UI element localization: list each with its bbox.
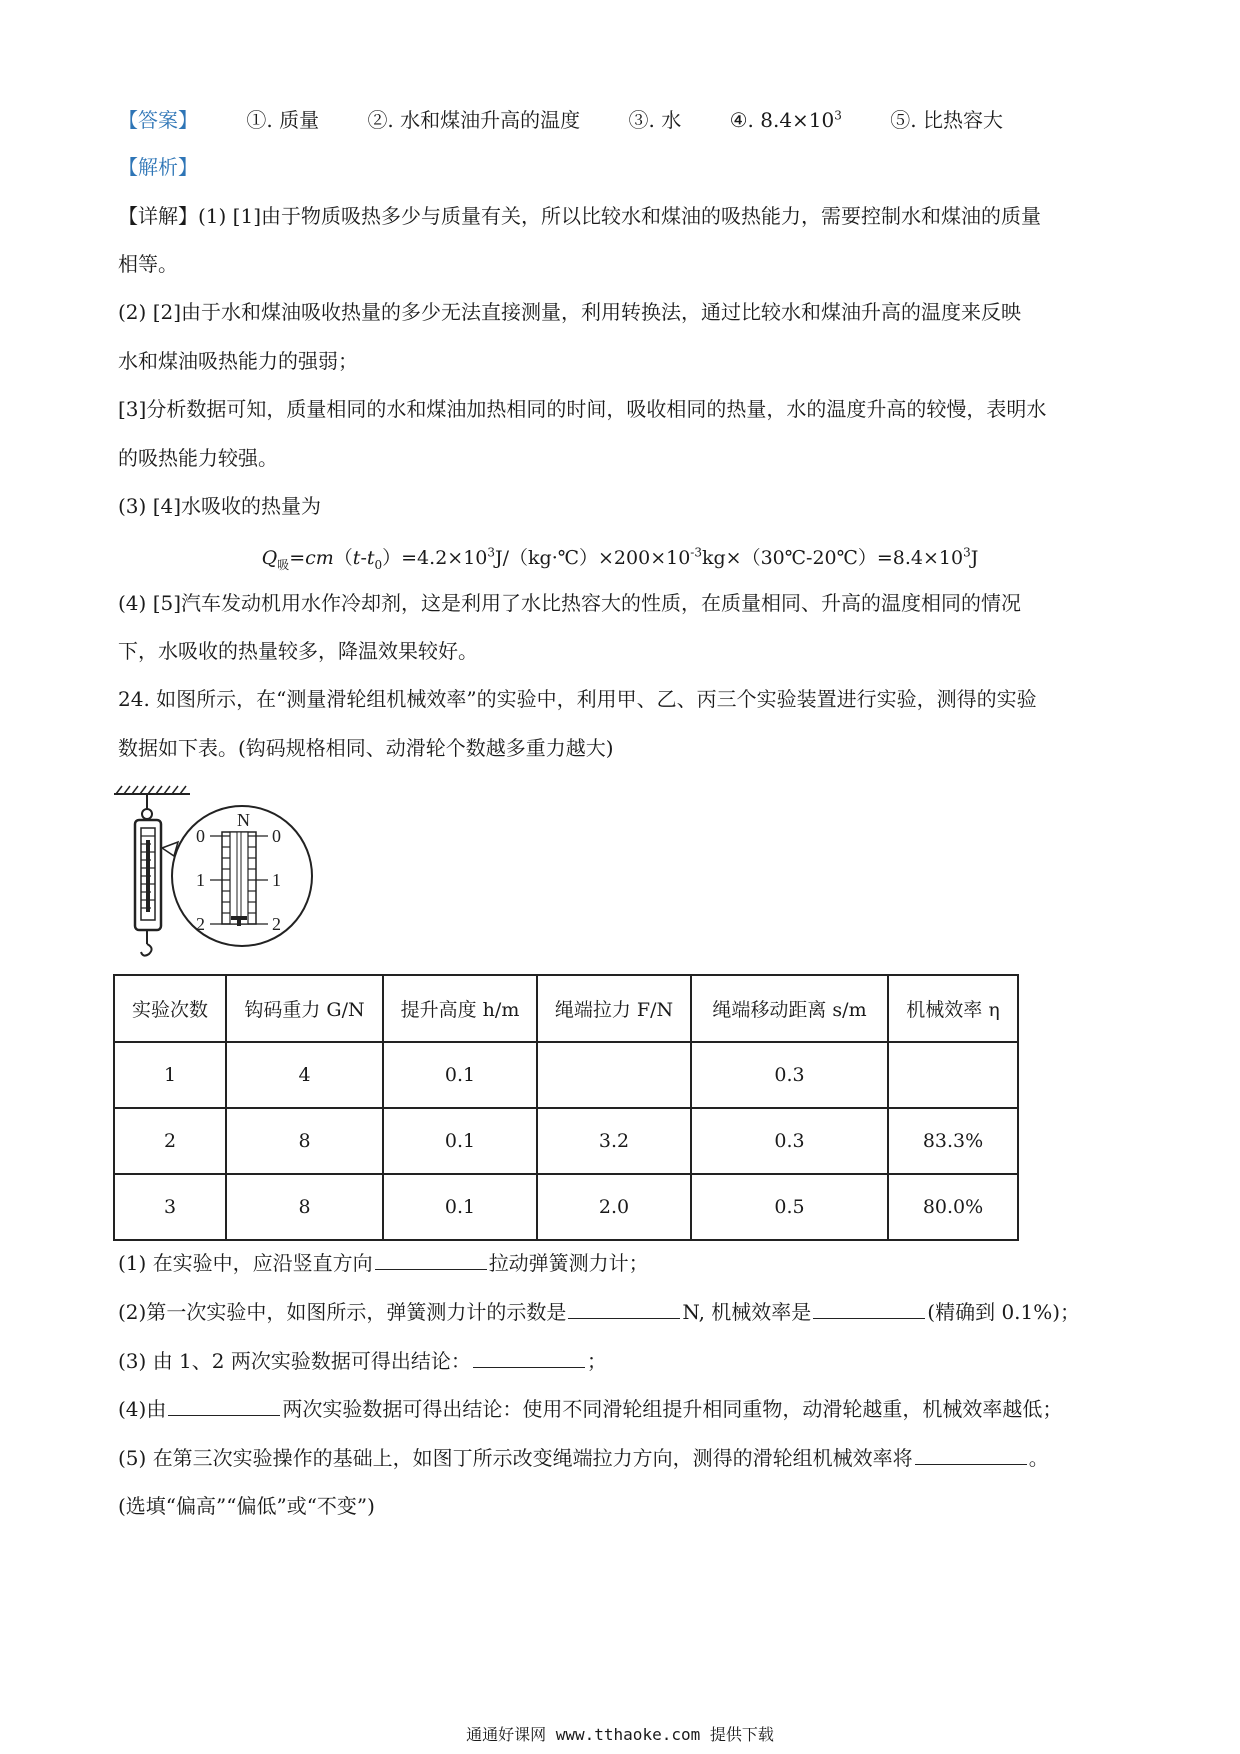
table-cell: 0.1 [383, 1108, 537, 1174]
table-header-cell: 提升高度 h/m [383, 975, 537, 1042]
detail-line-4: 水和煤油吸热能力的强弱； [118, 349, 358, 373]
spring-scale-figure [110, 784, 320, 969]
formula-sup-1: 3 [487, 545, 496, 560]
answer-blank-1[interactable] [375, 1249, 487, 1270]
footer-watermark: 通通好课网 www.tthaoke.com 提供下载 [466, 1725, 774, 1744]
figure-tick-right-1: 1 [272, 870, 281, 890]
table-header-cell: 机械效率 η [888, 975, 1018, 1042]
question-24-line-2: 数据如下表。(钩码规格相同、动滑轮个数越多重力越大) [118, 736, 614, 760]
detail-line-3: (2) [2]由于水和煤油吸收热量的多少无法直接测量，利用转换法，通过比较水和煤油升高的温度来反映 [118, 300, 1022, 324]
table-cell: 8 [226, 1174, 383, 1240]
analysis-tag: 【解析】 [118, 155, 198, 179]
detail-line-2: 相等。 [118, 252, 178, 276]
table-header-cell: 钩码重力 G/N [226, 975, 383, 1042]
formula-cm: cm [305, 547, 334, 569]
sub-question-2-text-b: N, 机械效率是 [682, 1300, 812, 1324]
sub-question-1-text-a: (1) 在实验中，应沿竖直方向 [118, 1251, 373, 1275]
table-header-cell: 实验次数 [114, 975, 226, 1042]
detail-line-1: 【详解】(1) [1]由于物质吸热多少与质量有关，所以比较水和煤油的吸热能力，需要控制水和煤油的质量 [118, 204, 1042, 228]
figure-unit-label: N [237, 810, 250, 830]
formula-sup-3: 3 [963, 545, 971, 560]
answer-tag: 【答案】 [118, 108, 198, 132]
sub-question-2-text-c: (精确到 0.1%)； [927, 1300, 1081, 1324]
figure-tick-right-2: 2 [272, 914, 281, 934]
sub-question-3-text-b: ； [586, 1349, 607, 1373]
formula-q: Q [261, 547, 278, 569]
figure-tick-left-1: 1 [196, 870, 205, 890]
answer-item-1: ①. 质量 [246, 108, 320, 132]
figure-tick-right-0: 0 [272, 826, 281, 846]
table-row [114, 1108, 1018, 1174]
formula-paren: （ [333, 547, 353, 569]
detail-line-9: 下，水吸收的热量较多，降温效果较好。 [118, 639, 478, 663]
answer-blank-3[interactable] [473, 1347, 585, 1368]
formula-q-sub: 吸 [277, 557, 290, 572]
formula-part-1: ）=4.2×10 [382, 547, 488, 569]
sub-question-4 [118, 1394, 1128, 1424]
sub-question-5-text-a: (5) 在第三次实验操作的基础上，如图丁所示改变绳端拉力方向，测得的滑轮组机械效率将 [118, 1446, 913, 1470]
answer-item-3: ③. 水 [628, 108, 682, 132]
figure-tick-left-2: 2 [196, 914, 205, 934]
table-cell: 83.3% [888, 1108, 1018, 1174]
answer-item-4 [730, 108, 842, 132]
table-cell: 2.0 [537, 1174, 691, 1240]
table-cell: 0.5 [691, 1174, 888, 1240]
heat-formula [0, 543, 1240, 570]
table-header-cell: 绳端移动距离 s/m [691, 975, 888, 1042]
table-row [114, 1174, 1018, 1240]
table-cell: 4 [226, 1042, 383, 1108]
sub-question-2-text-a: (2)第一次实验中，如图所示，弹簧测力计的示数是 [118, 1300, 567, 1324]
formula-part-2: J/（kg·℃）×200×10 [495, 547, 691, 569]
figure-tick-left-0: 0 [196, 826, 205, 846]
sub-question-4-text-b: 两次实验数据可得出结论：使用不同滑轮组提升相同重物，动滑轮越重，机械效率越低； [282, 1397, 1063, 1421]
table-cell: 0.3 [691, 1042, 888, 1108]
formula-minus: - [360, 547, 367, 569]
table-cell: 1 [114, 1042, 226, 1108]
answer-blank-2a[interactable] [568, 1298, 680, 1319]
formula-part-4: J [970, 547, 979, 569]
sub-question-1 [118, 1248, 1128, 1278]
table-cell: 0.3 [691, 1108, 888, 1174]
answer-item-2: ②. 水和煤油升高的温度 [367, 108, 581, 132]
table-cell: 2 [114, 1108, 226, 1174]
formula-sup-2: -3 [690, 545, 702, 560]
answer-item-4-base: ④. 8.4×10 [729, 108, 835, 132]
formula-eq: = [289, 547, 306, 569]
sub-question-1-text-b: 拉动弹簧测力计； [488, 1251, 649, 1275]
formula-part-3: kg×（30℃-20℃）=8.4×10 [702, 547, 964, 569]
table-cell: 80.0% [888, 1174, 1018, 1240]
sub-question-2 [118, 1297, 1128, 1327]
question-24-line-1: 24. 如图所示，在“测量滑轮组机械效率”的实验中，利用甲、乙、丙三个实验装置进行实验，测得的实验 [118, 687, 1037, 711]
table-cell [888, 1042, 1018, 1108]
sub-question-3-text-a: (3) 由 1、2 两次实验数据可得出结论： [118, 1349, 471, 1373]
experiment-data-table [113, 974, 1019, 1241]
formula-t0-sub: 0 [374, 557, 383, 572]
table-cell: 3 [114, 1174, 226, 1240]
table-header-cell: 绳端拉力 F/N [537, 975, 691, 1042]
detail-line-8: (4) [5]汽车发动机用水作冷却剂，这是利用了水比热容大的性质，在质量相同、升高的温度相同的情况 [118, 591, 1022, 615]
sub-question-5-text-b: 。 [1028, 1446, 1049, 1470]
table-cell: 3.2 [537, 1108, 691, 1174]
table-cell: 0.1 [383, 1174, 537, 1240]
formula-t: t [352, 547, 361, 569]
formula-t0: t [366, 547, 375, 569]
table-cell [537, 1042, 691, 1108]
sub-question-5-hint: (选填“偏高”“偏低”或“不变”) [118, 1494, 375, 1518]
table-row [114, 1042, 1018, 1108]
table-cell: 0.1 [383, 1042, 537, 1108]
answer-blank-5[interactable] [915, 1444, 1027, 1465]
sub-question-5 [118, 1443, 1128, 1473]
table-header-row [114, 975, 1018, 1042]
answer-blank-4[interactable] [168, 1395, 280, 1416]
answer-item-4-exp: 3 [834, 108, 842, 123]
detail-line-6: 的吸热能力较强。 [118, 446, 278, 470]
answer-row [118, 104, 1045, 133]
answer-blank-2b[interactable] [813, 1298, 925, 1319]
detail-line-7: (3) [4]水吸收的热量为 [118, 494, 322, 518]
sub-question-4-text-a: (4)由 [118, 1397, 167, 1421]
detail-line-5: [3]分析数据可知，质量相同的水和煤油加热相同的时间，吸收相同的热量，水的温度升高的较慢，表明水 [118, 397, 1047, 421]
sub-question-3 [118, 1346, 1128, 1376]
answer-item-5: ⑤. 比热容大 [890, 108, 1003, 132]
table-cell: 8 [226, 1108, 383, 1174]
